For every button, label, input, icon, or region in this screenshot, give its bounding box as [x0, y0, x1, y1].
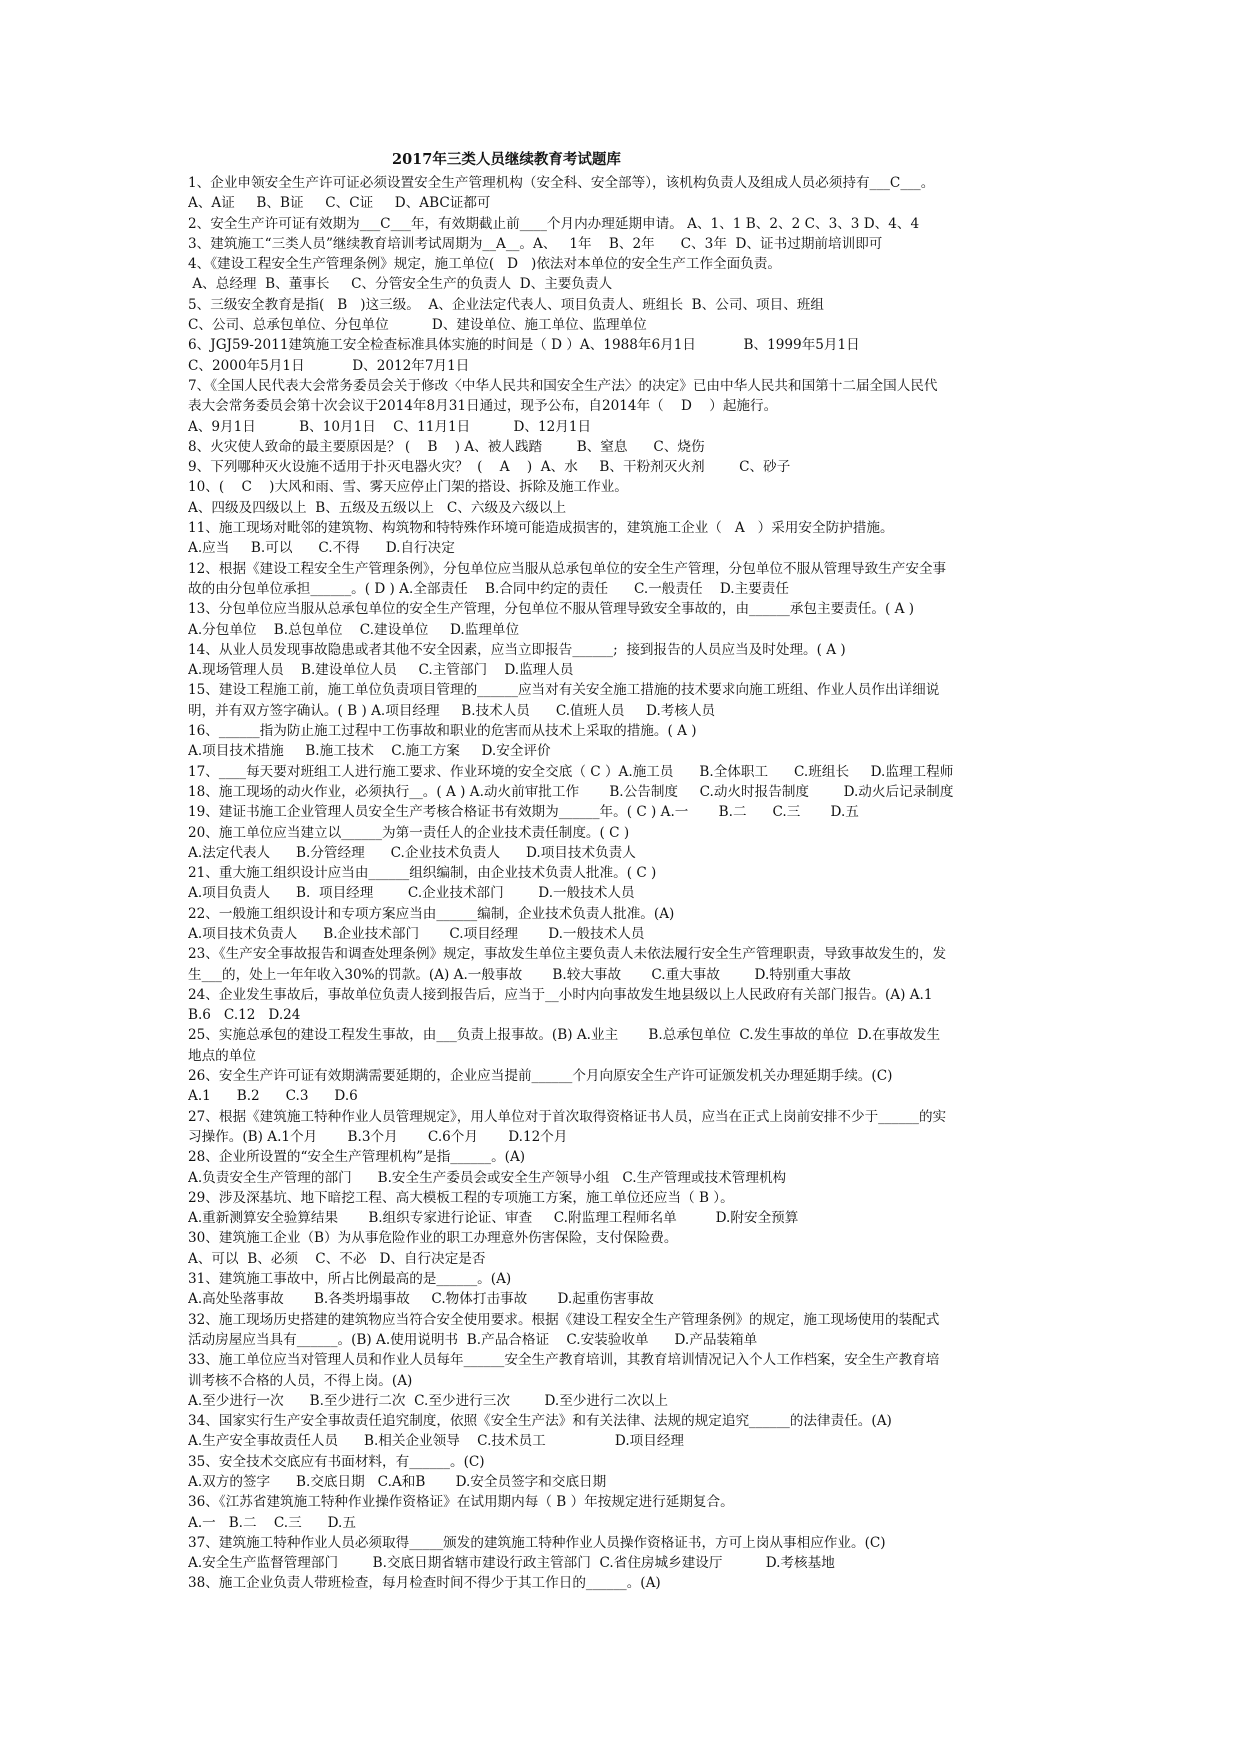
text-line: 26、安全生产许可证有效期满需要延期的，企业应当提前______个月向原安全生产许可证颁发机关办理延期手续。(C) [188, 1068, 893, 1085]
text-line: A.双方的签字 B.交底日期 C.A和B D.安全员签字和交底日期 [188, 1474, 607, 1490]
text-line: 23、《生产安全事故报告和调查处理条例》规定，事故发生单位主要负责人未依法履行安全生产管理职责，导致事故发生的，发 [188, 946, 947, 963]
text-line: 20、施工单位应当建立以______为第一责任人的企业技术责任制度。( C ) [188, 824, 630, 841]
text-line: A.重新测算安全验算结果 B.组织专家进行论证、审查 C.附监理工程师名单 D.附安全预算 [188, 1210, 799, 1227]
text-line: A.分包单位 B.总包单位 C.建设单位 D.监理单位 [188, 621, 520, 638]
text-line: A.一 B.二 C.三 D.五 [188, 1514, 356, 1531]
text-line: 29、涉及深基坑、地下暗挖工程、高大模板工程的专项施工方案，施工单位还应当（ B ）。 [188, 1189, 734, 1206]
text-line: 地点的单位 [188, 1047, 256, 1064]
document-title: 2017年三类人员继续教育考试题库 [392, 151, 621, 168]
text-line: 训考核不合格的人员，不得上岗。(A) [188, 1372, 413, 1389]
text-line: 6、JGJ59-2011建筑施工安全检查标准具体实施的时间是（ D ）A、1988年6月1日 B、1999年5月1日 [188, 337, 860, 354]
text-line: 4、《建设工程安全生产管理条例》规定，施工单位( D )依法对本单位的安全生产工作全面负责。 [188, 256, 782, 273]
text-line: 24、企业发生事故后，事故单位负责人接到报告后，应当于__小时内向事故发生地县级以上人民政府有关部门报告。(A) A.1 [188, 986, 933, 1003]
text-line: 33、施工单位应当对管理人员和作业人员每年______安全生产教育培训，其教育培训情况记入个人工作档案，安全生产教育培 [188, 1352, 940, 1369]
text-line: 27、根据《建筑施工特种作业人员管理规定》，用人单位对于首次取得资格证书人员，应当在正式上岗前安排不少于______的实 [188, 1108, 947, 1125]
text-line: A.1 B.2 C.3 D.6 [188, 1088, 358, 1105]
text-line: 21、重大施工组织设计应当由______组织编制，由企业技术负责人批准。( C ) [188, 865, 657, 882]
text-line: A.项目技术措施 B.施工技术 C.施工方案 D.安全评价 [188, 743, 551, 760]
text-line: A.安全生产监督管理部门 B.交底日期省辖市建设行政主管部门 C.省住房城乡建设厅 D.考核基地 [188, 1555, 835, 1572]
text-line: 15、建设工程施工前，施工单位负责项目管理的______应当对有关安全施工措施的技术要求向施工班组、作业人员作出详细说 [188, 682, 940, 699]
text-line: 34、国家实行生产安全事故责任追究制度，依照《安全生产法》和有关法律、法规的规定追究______的法律责任。(A) [188, 1413, 892, 1430]
text-line: B.6 C.12 D.24 [188, 1007, 301, 1024]
text-line: A、可以 B、必须 C、不必 D、自行决定是否 [188, 1250, 486, 1267]
text-line: 19、建证书施工企业管理人员安全生产考核合格证书有效期为______年。( C ) A.一 B.二 C.三 D.五 [188, 804, 859, 821]
text-line: A、四级及四级以上 B、五级及五级以上 C、六级及六级以上 [188, 499, 567, 516]
text-line: A、总经理 B、董事长 C、分管安全生产的负责人 D、主要负责人 [188, 276, 613, 293]
text-line: C、2000年5月1日 D、2012年7月1日 [188, 357, 470, 374]
text-line: A、A证 B、B证 C、C证 D、ABC证都可 [188, 195, 491, 212]
text-line: 18、施工现场的动火作业，必须执行__。( A ) A.动火前审批工作 B.公告制度 C.动火时报告制度 D.动火后记录制度 [188, 783, 954, 800]
text-line: 13、分包单位应当服从总承包单位的安全生产管理，分包单位不服从管理导致安全事故的，由______承包主要责任。( A ) [188, 601, 915, 618]
text-line: 30、建筑施工企业（B）为从事危险作业的职工办理意外伤害保险，支付保险费。 [188, 1230, 678, 1247]
text-line: 12、根据《建设工程安全生产管理条例》，分包单位应当服从总承包单位的安全生产管理，分包单位不服从管理导致生产安全事 [188, 560, 947, 577]
text-line: 31、建筑施工事故中，所占比例最高的是______。(A) [188, 1271, 512, 1288]
text-line: A、9月1日 B、10月1日 C、11月1日 D、12月1日 [188, 418, 592, 435]
text-line: 28、企业所设置的“安全生产管理机构”是指______。(A) [188, 1149, 526, 1166]
text-line: 5、三级安全教育是指( B )这三级。 A、企业法定代表人、项目负责人、班组长 B、公司、项目、班组 [188, 296, 825, 313]
text-line: 表大会常务委员会第十次会议于2014年8月31日通过，现予公布，自2014年（ D ）起施行。 [188, 398, 778, 415]
text-line: 37、建筑施工特种作业人员必须取得_____颁发的建筑施工特种作业人员操作资格证书，方可上岗从事相应作业。(C) [188, 1534, 886, 1551]
text-line: 36、《江苏省建筑施工特种作业操作资格证》在试用期内每（ B ）年按规定进行延期复合。 [188, 1494, 734, 1511]
text-line: 习操作。(B) A.1个月 B.3个月 C.6个月 D.12个月 [188, 1128, 568, 1145]
text-line: 明，并有双方签字确认。( B ) A.项目经理 B.技术人员 C.值班人员 D.考核人员 [188, 702, 716, 719]
text-line: 35、安全技术交底应有书面材料，有______。(C) [188, 1453, 485, 1470]
question-list [188, 173, 1062, 1594]
text-line: 38、施工企业负责人带班检查，每月检查时间不得少于其工作日的______。(A) [188, 1575, 661, 1592]
text-line: A.现场管理人员 B.建设单位人员 C.主管部门 D.监理人员 [188, 662, 574, 679]
text-line: A.负责安全生产管理的部门 B.安全生产委员会或安全生产领导小组 C.生产管理或技术管理机构 [188, 1169, 787, 1186]
text-line: 8、火灾使人致命的最主要原因是？ ( B ) A、被人践踏 B、窒息 C、烧伤 [188, 438, 705, 455]
text-line: 活动房屋应当具有______。(B) A.使用说明书 B.产品合格证 C.安装验收单 D.产品装箱单 [188, 1331, 758, 1348]
text-line: A.应当 B.可以 C.不得 D.自行决定 [188, 540, 455, 557]
text-line: 17、____每天要对班组工人进行施工要求、作业环境的安全交底（ C ）A.施工员 B.全体职工 C.班组长 D.监理工程师 [188, 763, 954, 780]
text-line: A.法定代表人 B.分管经理 C.企业技术负责人 D.项目技术负责人 [188, 844, 636, 861]
text-line: 9、下列哪种灭火设施不适用于扑灭电器火灾？ ( A ) A、水 B、干粉剂灭火剂 C、砂子 [188, 459, 791, 476]
text-line: 16、______指为防止施工过程中工伤事故和职业的危害而从技术上采取的措施。( A ) [188, 723, 697, 740]
text-line: 11、施工现场对毗邻的建筑物、构筑物和特特殊作环境可能造成损害的，建筑施工企业（ A ）采用安全防护措施。 [188, 520, 894, 537]
text-line: C、公司、总承包单位、分包单位 D、建设单位、施工单位、监理单位 [188, 317, 647, 334]
text-line: 22、一般施工组织设计和专项方案应当由______编制，企业技术负责人批准。(A) [188, 905, 675, 922]
text-line: A.高处坠落事故 B.各类坍塌事故 C.物体打击事故 D.起重伤害事故 [188, 1291, 654, 1308]
text-line: 25、实施总承包的建设工程发生事故，由___负责上报事故。(B) A.业主 B.总承包单位 C.发生事故的单位 D.在事故发生 [188, 1027, 941, 1044]
text-line: 故的由分包单位承担______。( D ) A.全部责任 B.合同中约定的责任 C.一般责任 D.主要责任 [188, 580, 789, 597]
text-line: 7、《全国人民代表大会常务委员会关于修改〈中华人民共和国安全生产法〉的决定》已由中华人民共和国第十二届全国人民代 [188, 377, 938, 394]
text-line: 2、安全生产许可证有效期为___C___年，有效期截止前____个月内办理延期申请。 A、1、1 B、2、2 C、3、3 D、4、4 [188, 215, 920, 232]
text-line: 1、企业申领安全生产许可证必须设置安全生产管理机构（安全科、安全部等），该机构负责人及组成人员必须持有___C___。 [188, 175, 935, 191]
text-line: A.项目负责人 B. 项目经理 C.企业技术部门 D.一般技术人员 [188, 885, 635, 902]
text-line: A.生产安全事故责任人员 B.相关企业领导 C.技术员工 D.项目经理 [188, 1433, 685, 1450]
text-line: 32、施工现场历史搭建的建筑物应当符合安全使用要求。根据《建设工程安全生产管理条例》的规定，施工现场使用的装配式 [188, 1311, 940, 1328]
text-line: A.至少进行一次 B.至少进行二次 C.至少进行三次 D.至少进行二次以上 [188, 1392, 668, 1409]
text-line: 3、建筑施工“三类人员”继续教育培训考试周期为__A__。A、 1年 B、2年 C、3年 D、证书过期前培训即可 [188, 235, 883, 252]
text-line: A.项目技术负责人 B.企业技术部门 C.项目经理 D.一般技术人员 [188, 925, 645, 942]
text-line: 生___的，处上一年年收入30%的罚款。(A) A.一般事故 B.较大事故 C.重大事故 D.特别重大事故 [188, 966, 851, 983]
text-line: 10、( C )大风和雨、雪、雾天应停止门架的搭设、拆除及施工作业。 [188, 479, 628, 496]
text-line: 14、从业人员发现事故隐患或者其他不安全因素，应当立即报告______; 接到报告的人员应当及时处理。( A ) [188, 641, 846, 658]
